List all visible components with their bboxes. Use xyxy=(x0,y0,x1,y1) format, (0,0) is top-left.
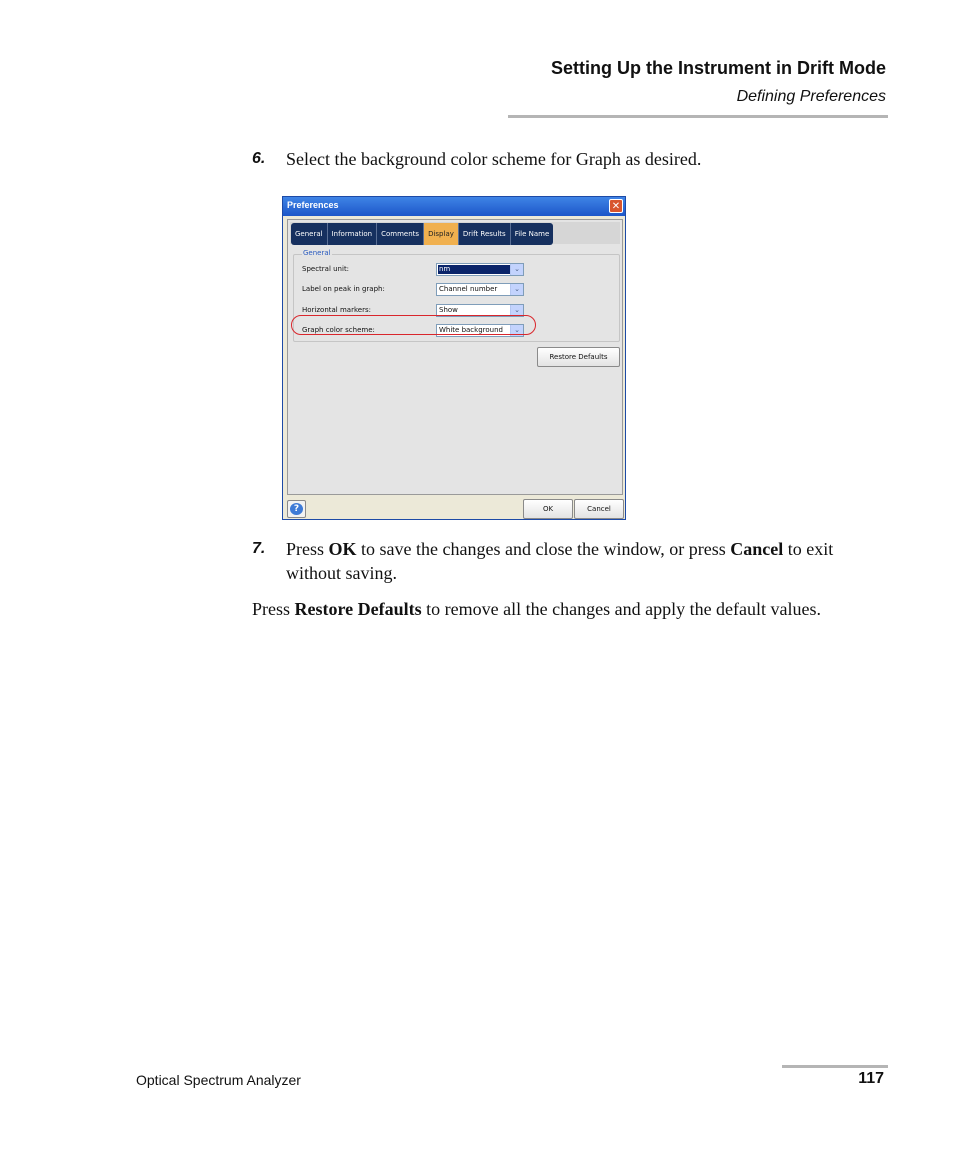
running-header-title: Setting Up the Instrument in Drift Mode xyxy=(551,58,886,78)
restore-defaults-note xyxy=(252,597,888,622)
select-value: Channel number xyxy=(439,285,498,293)
text-run: Press xyxy=(286,539,329,559)
cancel-button[interactable]: Cancel xyxy=(574,499,624,519)
spectral-unit-label: Spectral unit: xyxy=(302,265,350,273)
highlight-oval xyxy=(291,315,536,335)
tab-information[interactable]: Information xyxy=(328,223,378,245)
running-header-subtitle: Defining Preferences xyxy=(736,88,886,105)
dialog-title: Preferences xyxy=(287,200,339,210)
group-label: General xyxy=(303,249,331,257)
select-value: nm xyxy=(438,265,511,274)
tab-general[interactable]: General xyxy=(291,223,328,245)
step-text xyxy=(286,537,890,585)
text-run: to exit without saving. xyxy=(286,539,834,583)
header-rule xyxy=(508,115,888,118)
chevron-down-icon[interactable]: ⌄ xyxy=(510,305,523,316)
preferences-dialog xyxy=(282,196,626,520)
select-value: White background xyxy=(439,326,503,334)
text-run: Press xyxy=(252,599,295,619)
select-value: Show xyxy=(439,306,458,314)
tab-comments[interactable]: Comments xyxy=(377,223,424,245)
text-run: to remove all the changes and apply the default values. xyxy=(421,599,822,619)
page-number: 117 xyxy=(858,1070,884,1087)
help-button[interactable] xyxy=(287,500,306,518)
footer-rule xyxy=(782,1065,888,1068)
text-run: to save the changes and close the window, or press xyxy=(356,539,731,559)
ok-term: OK xyxy=(328,539,357,559)
dialog-title-bar xyxy=(283,197,625,216)
footer-document-title: Optical Spectrum Analyzer xyxy=(136,1072,301,1088)
chevron-down-icon[interactable]: ⌄ xyxy=(510,325,523,336)
graph-color-scheme-label: Graph color scheme: xyxy=(302,326,375,334)
step-number: 6. xyxy=(252,150,266,167)
chevron-down-icon[interactable]: ⌄ xyxy=(510,264,523,275)
tab-drift-results[interactable]: Drift Results xyxy=(459,223,511,245)
help-icon: ? xyxy=(290,503,303,515)
step-number: 7. xyxy=(252,540,266,557)
ok-button[interactable]: OK xyxy=(523,499,573,519)
restore-defaults-term: Restore Defaults xyxy=(294,599,422,619)
step-text: Select the background color scheme for Graph as desired. xyxy=(286,149,702,169)
label-on-peak-select[interactable] xyxy=(436,283,524,296)
dialog-content xyxy=(287,219,623,495)
spectral-unit-select[interactable] xyxy=(436,263,524,276)
cancel-term: Cancel xyxy=(730,539,784,559)
label-on-peak-label: Label on peak in graph: xyxy=(302,285,385,293)
restore-defaults-button[interactable]: Restore Defaults xyxy=(537,347,620,367)
close-icon[interactable]: ✕ xyxy=(609,199,623,213)
chevron-down-icon[interactable]: ⌄ xyxy=(510,284,523,295)
tab-display[interactable]: Display xyxy=(424,223,459,245)
tab-strip xyxy=(290,222,620,244)
tab-file-name[interactable]: File Name xyxy=(514,230,550,238)
horizontal-markers-label: Horizontal markers: xyxy=(302,306,371,314)
tab-list xyxy=(291,223,553,245)
